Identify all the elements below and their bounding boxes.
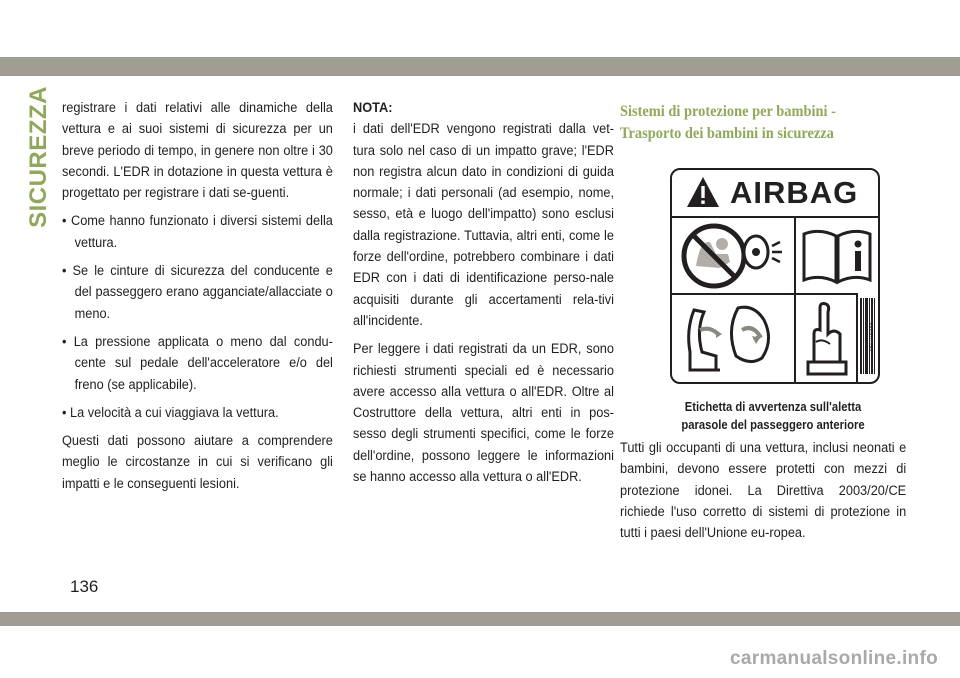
figure-caption [635, 398, 910, 434]
grid-line [794, 216, 796, 382]
section-title-line-2: Trasporto dei bambini in sicurezza [620, 125, 834, 142]
no-rear-facing-child-seat-icon [676, 222, 792, 290]
read-manual-icon [800, 224, 876, 288]
seat-airbag-deployment-icon [676, 300, 792, 378]
warning-triangle-icon [686, 176, 720, 208]
header-bar [0, 57, 960, 76]
footer-bar [0, 612, 960, 626]
barcode-number: 68171003AA [869, 322, 875, 351]
grid-line [796, 293, 856, 295]
side-label-text: SICUREZZA [25, 86, 52, 228]
child-restraint-paragraph: Tutti gli occupanti di una vettura, inclusi neonati e bambini, devono essere protetti con mezzi di protezione idonei. La Direttiva 2003/20/CE richiede l'uso corretto di sistemi di protezione in tutti i paesi dell'Unione eu-ropea. [620, 440, 907, 542]
caption-line-1: Etichetta di avvertenza sull'aletta [684, 400, 862, 414]
closing-paragraph: Questi dati possono aiutare a comprendere meglio le circostanze in cui si verificano gli impatti e le conseguenti lesioni. [62, 433, 333, 492]
grid-line [672, 216, 822, 218]
barcode-icon [858, 296, 878, 380]
list-item: • Se le cinture di sicurezza del conducente e del passeggero erano agganciate/allacciate o meno. [62, 263, 333, 322]
caption-line-2: parasole del passeggero anteriore [681, 418, 865, 432]
section-side-label [24, 86, 54, 228]
child-pointing-finger-icon [800, 298, 854, 380]
grid-line [672, 293, 794, 295]
airbag-title: AIRBAG [730, 175, 859, 210]
edr-paragraph: Per leggere i dati registrati da un EDR, sono richiesti strumenti speciali ed è necessario avere accesso alla vettura o all'EDR. Oltre al Costruttore della vettura, altri enti in pos-sesso degli strumenti specifici, come le forze dell'ordine, possono leggere le informazioni se hanno accesso alla vettura o all'EDR. [353, 341, 614, 486]
list-item: • La pressione applicata o meno dal condu-cente sul pedale dell'acceleratore e/o del freno (se applicabile). [62, 333, 333, 393]
section-title-line-1: Sistemi di protezione per bambini - [620, 103, 836, 120]
top-margin [0, 0, 960, 50]
right-column-body [620, 438, 906, 551]
intro-paragraph: registrare i dati relativi alle dinamiche della vettura e ai suoi sistemi di sicurezza per un breve periodo di tempo, in genere non oltre i 30 secondi. L'EDR in dotazione in questa vettura è progettato per registrare i dati se-guenti. [62, 100, 333, 202]
site-watermark: carmanualsonline.info [730, 648, 938, 669]
label-header [672, 170, 878, 218]
middle-column [353, 98, 614, 495]
note-text: i dati dell'EDR vengono registrati dalla vet-tura solo nel caso di un impatto grave; l'EDR non registra alcun dato in condizioni di guida normale; i dati personali (ad esempio, nome, sesso, età e luogo dell'impatto) sono esclusi dalla registrazione. Tuttavia, altri enti, come le forze dell'ordine, potrebbero combinare i dati EDR con i dati di identificazione perso-nale acquisiti durante gli accertamenti rela-tivi all'incidente. [353, 121, 614, 329]
note-label: NOTA: [353, 100, 393, 116]
list-item: • La velocità a cui viaggiava la vettura. [62, 404, 279, 421]
list-item: • Come hanno funzionato i diversi sistemi della vettura. [62, 213, 333, 251]
right-column [620, 101, 906, 165]
page-number: 136 [70, 577, 99, 596]
left-column [62, 98, 333, 502]
airbag-warning-label-figure [670, 168, 880, 384]
section-title [620, 101, 906, 145]
